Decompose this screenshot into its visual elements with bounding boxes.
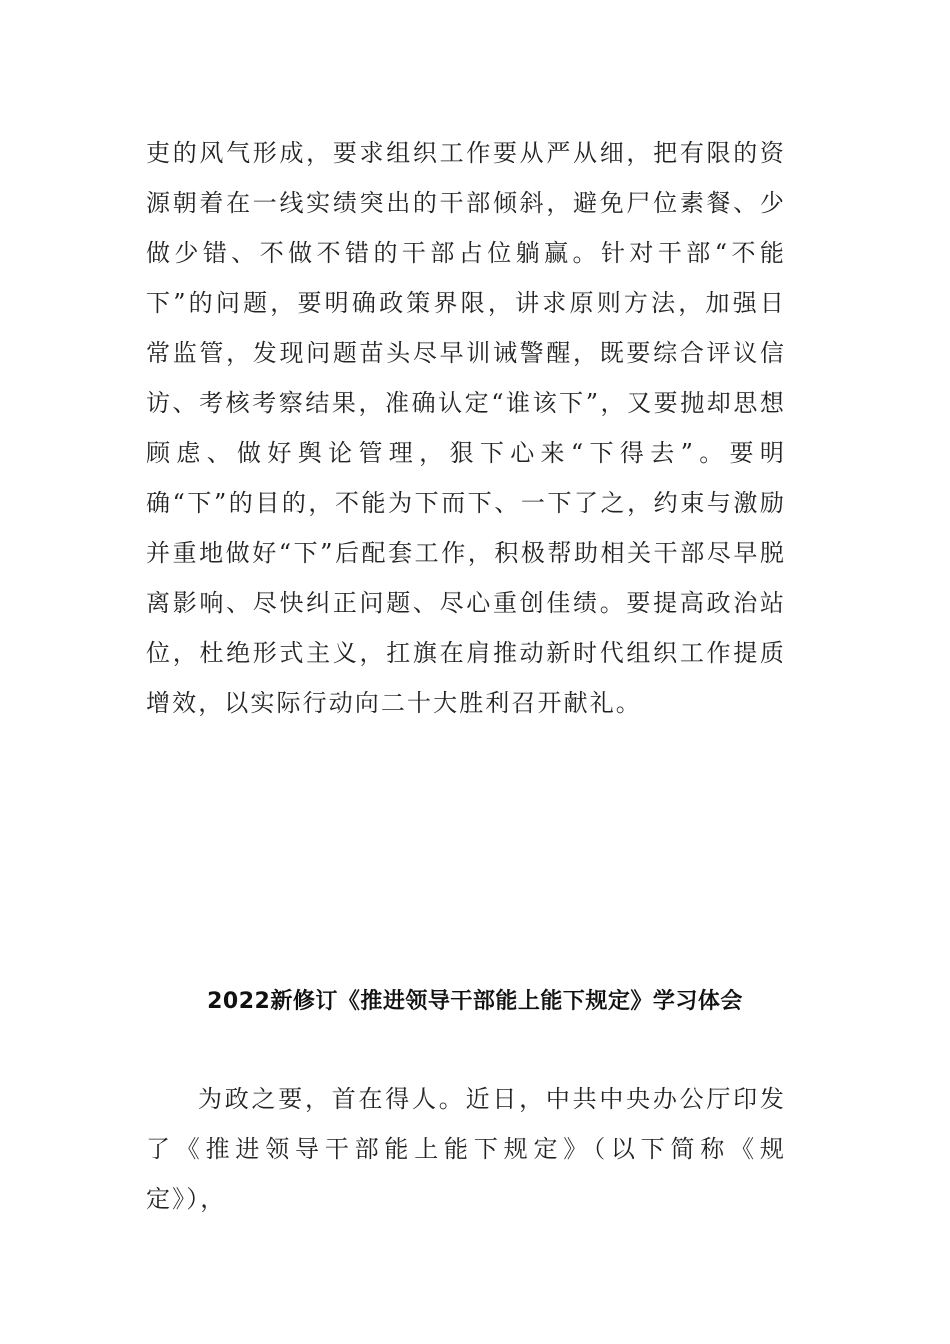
body-paragraph-intro: 为政之要，首在得人。近日，中共中央办公厅印发了《推进领导干部能上能下规定》（以下简称《规定》）， [146,1085,786,1213]
body-paragraph-continued: 吏的风气形成，要求组织工作要从严从细，把有限的资源朝着在一线实绩突出的干部倾斜，避免尸位素餐、少做少错、不做不错的干部占位躺赢。针对干部“不能下”的问题，要明确政策界限，讲求原则方法，加强日常监管，发现问题苗头尽早训诫警醒，既要综合评议信访、考核考察结果，准确认定“谁该下”，又要抛却思想顾虑、做好舆论管理，狠下心来“下得去”。要明确“下”的目的，不能为下而下、一下了之，约束与激励并重地做好“下”后配套工作，积极帮助相关干部尽早脱离影响、尽快纠正问题、尽心重创佳绩。要提高政治站位，杜绝形式主义，扛旗在肩推动新时代组织工作提质增效，以实际行动向二十大胜利召开献礼。 [146,139,786,717]
section-title: 2022新修订《推进领导干部能上能下规定》学习体会 [207,989,743,1014]
